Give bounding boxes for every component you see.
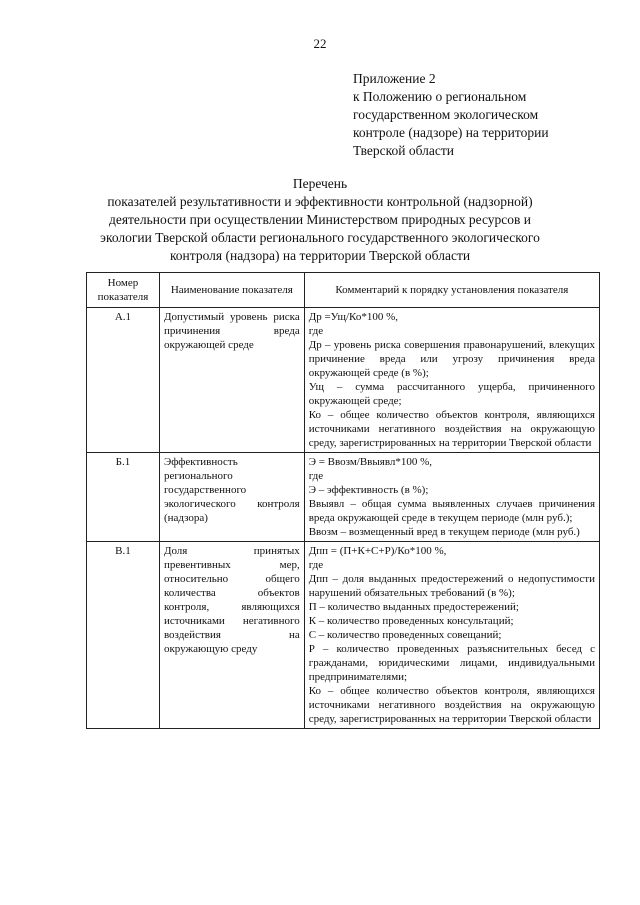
indicator-comment — [304, 453, 599, 542]
title-line: экологии Тверской области регионального государственного экологического — [100, 230, 540, 245]
comment-line: Ко – общее количество объектов контроля, являющихся источниками негативного воздействия на окружающую среду, зарегистрированных на территории Тверской области — [308, 685, 595, 725]
comment-line: Ущ – сумма рассчитанного ущерба, причиненного окружающей среде; — [308, 381, 595, 407]
indicators-table — [86, 272, 600, 729]
title-line: Перечень — [292, 176, 348, 191]
table-row — [87, 308, 600, 453]
comment-line: Др =Ущ/Ко*100 %, — [308, 311, 398, 323]
table-row — [87, 453, 600, 542]
table-body — [87, 308, 600, 729]
indicator-name: Эффективность регионального государственного экологического контроля (надзора) — [159, 453, 304, 542]
comment-line: Дпп – доля выданных предостережений о недопустимости нарушений обязательных требований (в %); — [308, 573, 595, 599]
comment-line: П – количество выданных предостережений; — [308, 601, 519, 613]
comment-line: Др – уровень риска совершения правонарушений, влекущих причинение вреда или угрозу причинения вреда окружающей среде (в %); — [308, 339, 595, 379]
indicator-number: Б.1 — [87, 453, 160, 542]
comment-line: Дпп = (П+К+С+Р)/Ко*100 %, — [308, 545, 447, 557]
indicator-comment — [304, 308, 599, 453]
appendix-heading — [353, 70, 623, 160]
page-number: 22 — [313, 36, 327, 51]
title-line: показателей результативности и эффективности контрольной (надзорной) — [107, 194, 533, 209]
indicator-comment — [304, 542, 599, 729]
table-header-row — [87, 273, 600, 308]
comment-line: Э – эффективность (в %); — [308, 484, 429, 496]
indicator-name: Доля принятых превентивных мер, относительно общего количества объектов контроля, являющихся источниками негативного воздействия на окружающую среду — [159, 542, 304, 729]
appendix-line: Тверской области — [353, 143, 454, 158]
indicator-name: Допустимый уровень риска причинения вреда окружающей среде — [159, 308, 304, 453]
appendix-line: к Положению о региональном — [353, 89, 527, 104]
comment-line: Ввозм – возмещенный вред в текущем периоде (млн руб.) — [308, 526, 580, 538]
comment-line: Ко – общее количество объектов контроля, являющихся источниками негативного воздействия на окружающую среду, зарегистрированных на территории Тверской области — [308, 409, 595, 449]
table-row — [87, 542, 600, 729]
header-name: Наименование показателя — [159, 273, 304, 308]
title-line: контроля (надзора) на территории Тверской области — [169, 248, 471, 263]
comment-line: Р – количество проведенных разъяснительных бесед с гражданами, юридическими лицами, индивидуальными предпринимателями; — [308, 643, 595, 683]
appendix-line: контроле (надзоре) на территории — [353, 125, 549, 140]
document-title — [30, 175, 610, 265]
comment-line: К – количество проведенных консультаций; — [308, 615, 514, 627]
title-line: деятельности при осуществлении Министерством природных ресурсов и — [108, 212, 532, 227]
comment-line: Ввыявл – общая сумма выявленных случаев причинения вреда окружающей среде в текущем периоде (млн руб.); — [308, 498, 595, 524]
appendix-line: государственном экологическом — [353, 107, 539, 122]
comment-line: Э = Ввозм/Ввыявл*100 %, — [308, 456, 433, 468]
comment-line: С – количество проведенных совещаний; — [308, 629, 502, 641]
comment-line: где — [308, 325, 324, 337]
comment-line: где — [308, 470, 324, 482]
indicator-number: А.1 — [87, 308, 160, 453]
appendix-line: Приложение 2 — [353, 71, 436, 86]
header-number: Номер показателя — [87, 273, 160, 308]
comment-line: где — [308, 559, 324, 571]
indicator-number: В.1 — [87, 542, 160, 729]
header-comment: Комментарий к порядку установления показателя — [304, 273, 599, 308]
